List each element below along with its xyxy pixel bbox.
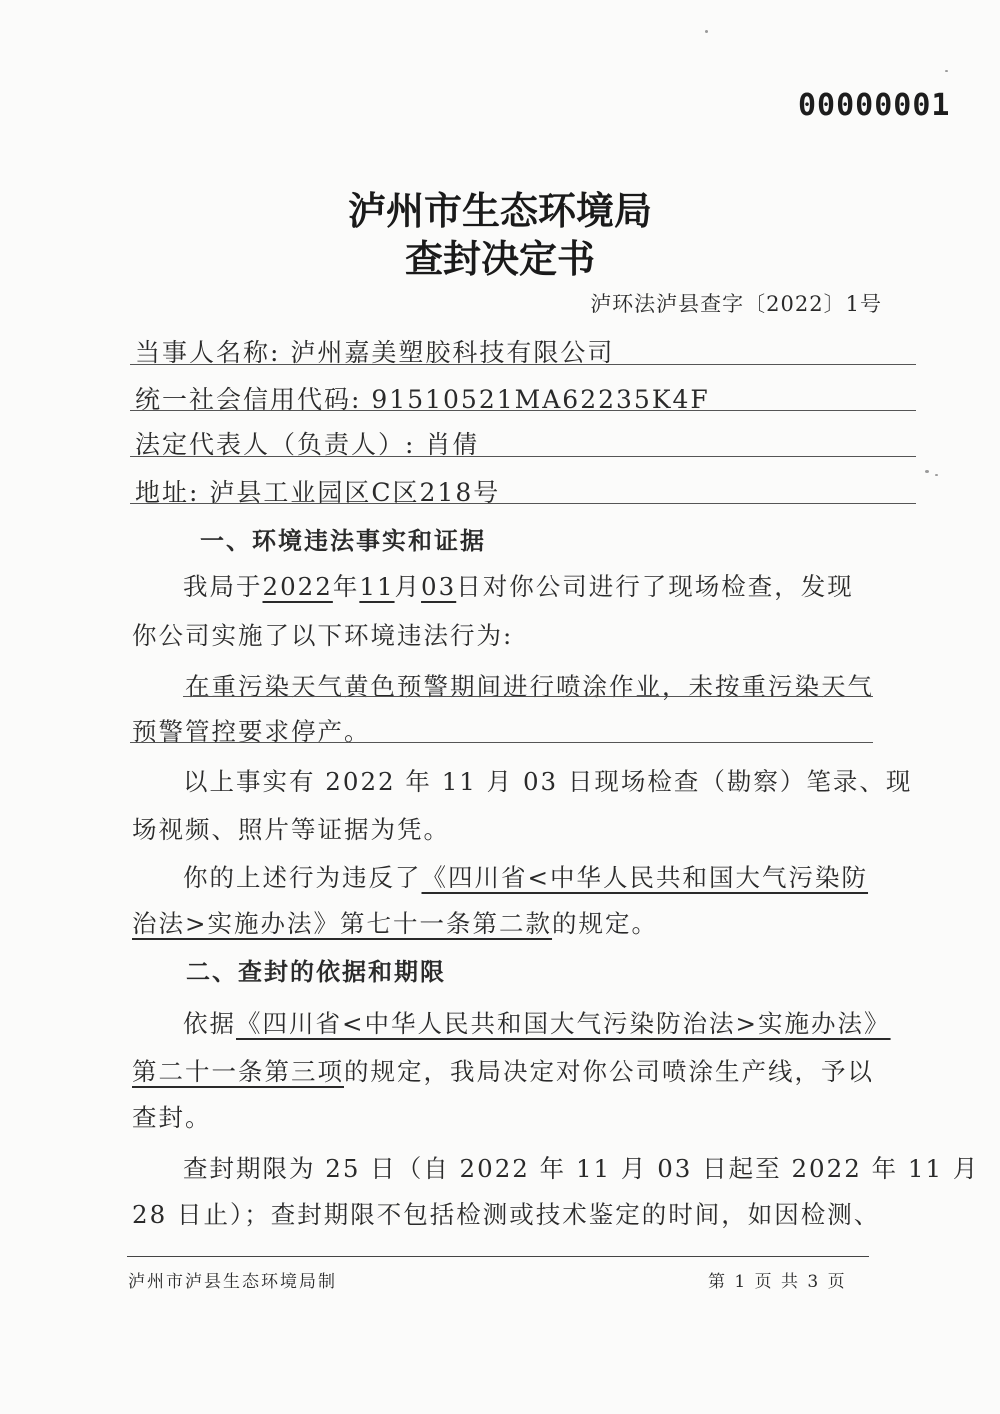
section2-heading: 二、查封的依据和期限 bbox=[186, 958, 446, 986]
field-underline bbox=[130, 456, 916, 457]
inspection-line2: 你公司实施了以下环境违法行为: bbox=[132, 621, 514, 650]
credit-code-value: 91510521MA62235K4F bbox=[371, 385, 710, 414]
period-line2: 28 日止）；查封期限不包括检测或技术鉴定的时间，如因检测、 bbox=[132, 1200, 881, 1229]
violation-line1: 在重污染天气黄色预警期间进行喷涂作业，未按重污染天气 bbox=[185, 672, 874, 701]
basis-law-ref: 《四川省<中华人民共和国大气污染防治法>实施办法》 bbox=[236, 1009, 891, 1038]
evidence-line1: 以上事实有 2022 年 11 月 03 日现场检查（勘察）笔录、现 bbox=[183, 767, 913, 796]
field-underline bbox=[130, 410, 916, 411]
org-title: 泸州市生态环境局 bbox=[347, 189, 652, 233]
inspection-year: 2022 bbox=[262, 572, 333, 601]
inspection-day: 03 bbox=[421, 572, 457, 601]
legal-rep-value: 肖倩 bbox=[425, 430, 480, 459]
field-underline bbox=[183, 696, 873, 697]
inspection-line1 bbox=[183, 568, 854, 603]
basis-law-ref: 第二十一条第三项 bbox=[132, 1057, 344, 1086]
footer-divider bbox=[127, 1256, 869, 1257]
violated-law-ref: 治法>实施办法》第七十一条第二款 bbox=[132, 909, 553, 938]
field-underline bbox=[130, 742, 873, 743]
basis-line1 bbox=[183, 1005, 891, 1040]
footer-page-info: 第 1 页 共 3 页 bbox=[708, 1272, 847, 1292]
address-value: 泸县工业园区C区218号 bbox=[209, 478, 501, 507]
scan-speck bbox=[925, 470, 929, 473]
text: 的规定。 bbox=[552, 909, 659, 938]
evidence-line2: 场视频、照片等证据为凭。 bbox=[132, 815, 450, 844]
credit-code-label: 统一社会信用代码: bbox=[135, 385, 362, 414]
text: 依据 bbox=[183, 1009, 236, 1038]
party-name-value: 泸州嘉美塑胶科技有限公司 bbox=[290, 338, 615, 367]
text: 月 bbox=[394, 572, 422, 601]
basis-line2 bbox=[132, 1053, 874, 1088]
scan-speck bbox=[945, 70, 948, 72]
text: 年 bbox=[332, 572, 360, 601]
legal-rep-label: 法定代表人（负责人）: bbox=[135, 430, 416, 459]
doc-title: 查封决定书 bbox=[404, 237, 595, 281]
address-label: 地址: bbox=[135, 478, 200, 507]
violated-law-line1 bbox=[183, 859, 868, 894]
violated-law-ref: 《四川省<中华人民共和国大气污染防 bbox=[421, 863, 869, 892]
footer-issuer: 泸州市泸县生态环境局制 bbox=[128, 1272, 337, 1292]
violated-law-line2 bbox=[132, 905, 658, 940]
text: 你的上述行为违反了 bbox=[183, 863, 422, 892]
text: 我局于 bbox=[183, 572, 263, 601]
scan-speck bbox=[705, 30, 708, 33]
field-underline bbox=[130, 503, 916, 504]
scan-speck bbox=[935, 474, 938, 476]
text: 日对你公司进行了现场检查，发现 bbox=[456, 572, 854, 601]
party-name-label: 当事人名称: bbox=[135, 338, 281, 367]
text: 的规定，我局决定对你公司喷涂生产线，予以 bbox=[344, 1057, 874, 1086]
period-line1: 查封期限为 25 日（自 2022 年 11 月 03 日起至 2022 年 11 月 bbox=[183, 1154, 980, 1183]
basis-line3: 查封。 bbox=[132, 1103, 212, 1132]
field-underline bbox=[130, 364, 916, 365]
serial-number: 00000001 bbox=[798, 88, 951, 123]
doc-number: 泸环法泸县查字〔2022〕1号 bbox=[590, 292, 882, 316]
section1-heading: 一、环境违法事实和证据 bbox=[200, 527, 486, 555]
inspection-month: 11 bbox=[359, 572, 395, 601]
violation-line2: 预警管控要求停产。 bbox=[132, 717, 371, 746]
